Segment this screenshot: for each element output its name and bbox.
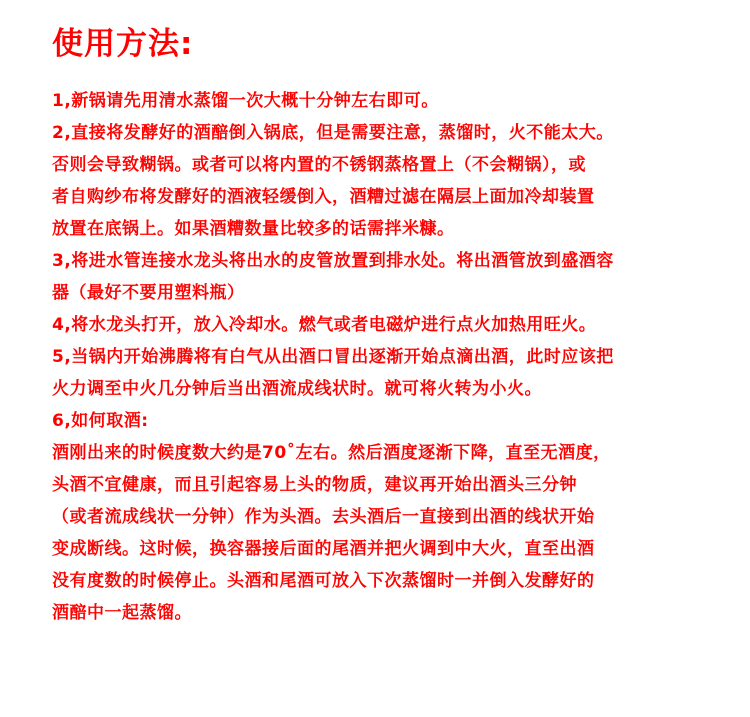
text-line: 6,如何取酒: (52, 411, 149, 431)
text-line: 放置在底锅上。如果酒糟数量比较多的话需拌米糠。 (52, 219, 455, 239)
page-title: 使用方法: (52, 26, 194, 62)
text-line: 1,新锅请先用清水蒸馏一次大概十分钟左右即可。 (52, 91, 439, 111)
text-line: 否则会导致糊锅。或者可以将内置的不锈钢蒸格置上（不会糊锅），或 (52, 155, 586, 175)
text-line: 没有度数的时候停止。头酒和尾酒可放入下次蒸馏时一并倒入发酵好的 (52, 571, 595, 591)
text-line: 2,直接将发酵好的酒醅倒入锅底，但是需要注意，蒸馏时，火不能太大。 (52, 123, 614, 143)
text-line: 酒刚出来的时候度数大约是70˚左右。然后酒度逐渐下降，直至无酒度， (52, 443, 611, 463)
text-line: 5,当锅内开始沸腾将有白气从出酒口冒出逐渐开始点滴出酒，此时应该把 (52, 347, 614, 367)
text-line: 3,将进水管连接水龙头将出水的皮管放置到排水处。将出酒管放到盛酒容 (52, 251, 614, 271)
instruction-text (52, 85, 742, 629)
text-line: 酒醅中一起蒸馏。 (52, 603, 192, 623)
text-line: 4,将水龙头打开，放入冷却水。燃气或者电磁炉进行点火加热用旺火。 (52, 315, 597, 335)
text-line: 火力调至中火几分钟后当出酒流成线状时。就可将火转为小火。 (52, 379, 542, 399)
text-line: 变成断线。这时候，换容器接后面的尾酒并把火调到中大火，直至出酒 (52, 539, 595, 559)
text-line: 头酒不宜健康，而且引起容易上头的物质，建议再开始出酒头三分钟 (52, 475, 577, 495)
text-line: 器（最好不要用塑料瓶） (52, 283, 245, 303)
text-line: 者自购纱布将发酵好的酒液轻缓倒入，酒糟过滤在隔层上面加冷却装置 (52, 187, 595, 207)
text-line: （或者流成线状一分钟）作为头酒。去头酒后一直接到出酒的线状开始 (52, 507, 595, 527)
